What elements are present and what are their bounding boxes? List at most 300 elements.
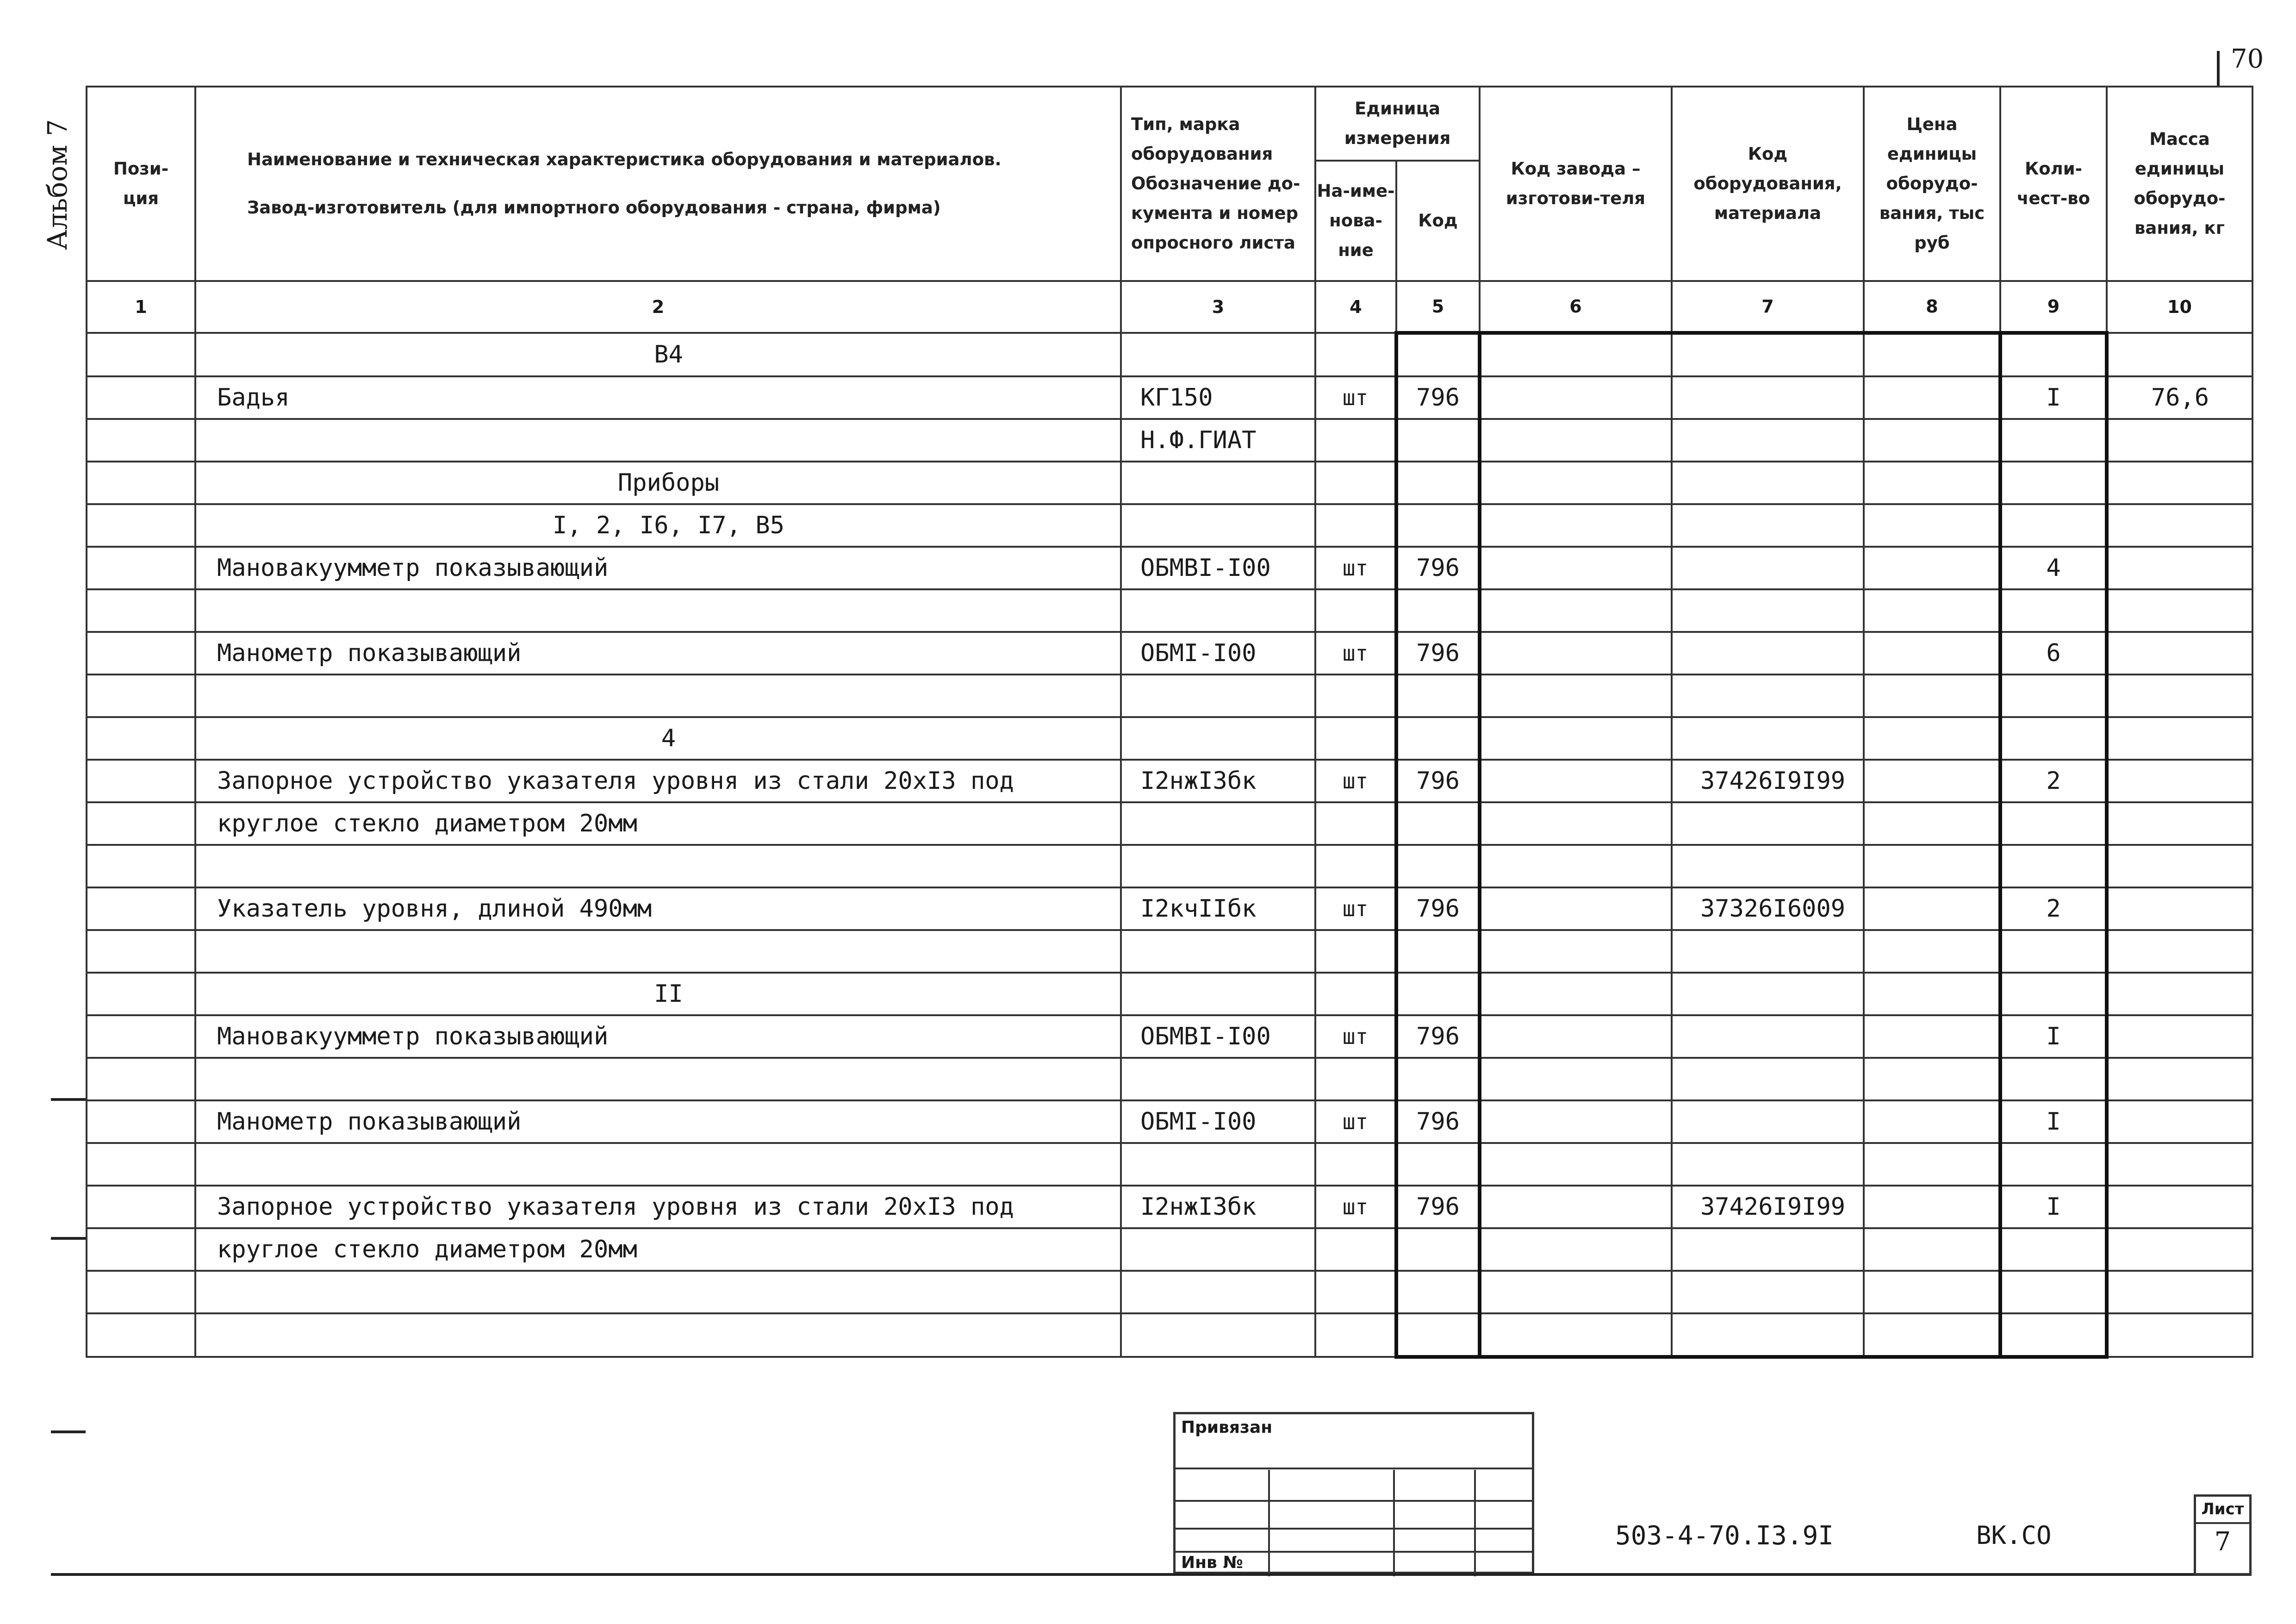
- cell-c8: [1864, 675, 2000, 717]
- cell-c4: шт: [1315, 760, 1396, 802]
- cell-c10: [2107, 462, 2252, 504]
- cell-c4: [1315, 419, 1396, 462]
- cell-c5: [1396, 1313, 1480, 1357]
- cell-c7: [1672, 717, 1864, 760]
- cell-c1: [87, 419, 195, 462]
- cell-c5: [1396, 802, 1480, 845]
- cell-c9: I: [2000, 1015, 2107, 1058]
- cell-c1: [87, 547, 195, 589]
- cell-c2: [195, 1143, 1121, 1186]
- header-mass: Масса единицы оборудо-вания, кг: [2107, 87, 2252, 281]
- cell-c2: II: [195, 973, 1121, 1015]
- margin-tick: [51, 1237, 86, 1240]
- cell-c1: [87, 1271, 195, 1313]
- cell-c3: [1121, 802, 1315, 845]
- cell-c7: [1672, 589, 1864, 632]
- cell-c7: [1672, 462, 1864, 504]
- cell-c9: [2000, 1058, 2107, 1100]
- cell-c9: 4: [2000, 547, 2107, 589]
- cell-c7: [1672, 504, 1864, 547]
- cell-c4: шт: [1315, 376, 1396, 419]
- cell-c5: [1396, 504, 1480, 547]
- cell-c8: [1864, 1186, 2000, 1228]
- cell-c10: [2107, 504, 2252, 547]
- cell-c3: [1121, 1271, 1315, 1313]
- cell-c6: [1480, 1143, 1672, 1186]
- cell-c6: [1480, 1100, 1672, 1143]
- cell-c6: [1480, 930, 1672, 973]
- cell-c5: [1396, 973, 1480, 1015]
- table-row: [87, 376, 2252, 419]
- cell-c4: [1315, 930, 1396, 973]
- cell-c1: [87, 1100, 195, 1143]
- cell-c4: [1315, 1143, 1396, 1186]
- cell-c5: 796: [1396, 632, 1480, 675]
- cell-c10: 76,6: [2107, 376, 2252, 419]
- cell-c2: [195, 1058, 1121, 1100]
- table-header: [87, 87, 2252, 281]
- cell-c2: Указатель уровня, длиной 490мм: [195, 887, 1121, 930]
- cell-c9: [2000, 930, 2107, 973]
- cell-c9: I: [2000, 1186, 2107, 1228]
- table-row: [87, 1143, 2252, 1186]
- cell-c4: [1315, 845, 1396, 887]
- cell-c2: [195, 419, 1121, 462]
- cell-c3: Н.Ф.ГИАТ: [1121, 419, 1315, 462]
- cell-c8: [1864, 632, 2000, 675]
- cell-c5: 796: [1396, 1100, 1480, 1143]
- cell-c5: [1396, 1058, 1480, 1100]
- cell-c4: [1315, 333, 1396, 376]
- header-unit-code: Код: [1396, 161, 1480, 281]
- cell-c4: шт: [1315, 1186, 1396, 1228]
- cell-c8: [1864, 376, 2000, 419]
- cell-c7: [1672, 333, 1864, 376]
- cell-c6: [1480, 547, 1672, 589]
- cell-c4: [1315, 504, 1396, 547]
- table-row: [87, 1100, 2252, 1143]
- cell-c5: 796: [1396, 887, 1480, 930]
- cell-c3: [1121, 845, 1315, 887]
- cell-c2: [195, 675, 1121, 717]
- cell-c1: [87, 930, 195, 973]
- cell-c6: [1480, 1228, 1672, 1271]
- cell-c10: [2107, 1143, 2252, 1186]
- cell-c9: [2000, 845, 2107, 887]
- column-number: 10: [2107, 281, 2252, 333]
- cell-c10: [2107, 1186, 2252, 1228]
- cell-c5: [1396, 589, 1480, 632]
- column-number: 1: [87, 281, 195, 333]
- cell-c5: [1396, 462, 1480, 504]
- cell-c9: [2000, 717, 2107, 760]
- cell-c3: [1121, 1313, 1315, 1357]
- cell-c9: [2000, 1271, 2107, 1313]
- cell-c1: [87, 1186, 195, 1228]
- cell-c3: [1121, 930, 1315, 973]
- cell-c3: ОБМВI-I00: [1121, 1015, 1315, 1058]
- header-position: Пози- ция: [87, 87, 195, 281]
- cell-c9: [2000, 802, 2107, 845]
- cell-c8: [1864, 1228, 2000, 1271]
- table-row: [87, 1271, 2252, 1313]
- cell-c8: [1864, 1313, 2000, 1357]
- table-row: [87, 1313, 2252, 1357]
- cell-c9: [2000, 419, 2107, 462]
- cell-c7: [1672, 930, 1864, 973]
- cell-c10: [2107, 333, 2252, 376]
- cell-c2: I, 2, I6, I7, В5: [195, 504, 1121, 547]
- cell-c10: [2107, 717, 2252, 760]
- cell-c3: [1121, 973, 1315, 1015]
- cell-c10: [2107, 930, 2252, 973]
- cell-c4: шт: [1315, 1100, 1396, 1143]
- cell-c1: [87, 333, 195, 376]
- cell-c7: [1672, 845, 1864, 887]
- cell-c9: I: [2000, 376, 2107, 419]
- cell-c1: [87, 1058, 195, 1100]
- cell-c2: круглое стекло диаметром 20мм: [195, 802, 1121, 845]
- cell-c10: [2107, 887, 2252, 930]
- cell-c9: I: [2000, 1100, 2107, 1143]
- cell-c10: [2107, 1100, 2252, 1143]
- cell-c3: КГ150: [1121, 376, 1315, 419]
- cell-c8: [1864, 333, 2000, 376]
- cell-c4: шт: [1315, 547, 1396, 589]
- table-row: [87, 760, 2252, 802]
- cell-c1: [87, 589, 195, 632]
- header-name: [195, 87, 1121, 281]
- cell-c2: Мановакуумметр показывающий: [195, 1015, 1121, 1058]
- cell-c3: [1121, 589, 1315, 632]
- cell-c6: [1480, 802, 1672, 845]
- cell-c1: [87, 1015, 195, 1058]
- cell-c9: [2000, 333, 2107, 376]
- cell-c6: [1480, 1271, 1672, 1313]
- table-row: [87, 930, 2252, 973]
- cell-c7: 37426I9I99: [1672, 1186, 1864, 1228]
- cell-c5: 796: [1396, 760, 1480, 802]
- cell-c4: шт: [1315, 632, 1396, 675]
- cell-c3: [1121, 1228, 1315, 1271]
- cell-c5: [1396, 1271, 1480, 1313]
- cell-c10: [2107, 845, 2252, 887]
- cell-c8: [1864, 717, 2000, 760]
- cell-c5: [1396, 419, 1480, 462]
- cell-c9: 6: [2000, 632, 2107, 675]
- cell-c8: [1864, 504, 2000, 547]
- cell-c6: [1480, 376, 1672, 419]
- header-unit-name: На-име-нова-ние: [1315, 161, 1396, 281]
- stamp-inv-label: Инв №: [1181, 1553, 1243, 1572]
- cell-c1: [87, 376, 195, 419]
- cell-c8: [1864, 462, 2000, 504]
- cell-c7: [1672, 675, 1864, 717]
- cell-c2: [195, 1271, 1121, 1313]
- header-unit-group: Единица измерения: [1315, 87, 1480, 161]
- cell-c2: Приборы: [195, 462, 1121, 504]
- cell-c7: [1672, 419, 1864, 462]
- cell-c2: Бадья: [195, 376, 1121, 419]
- cell-c6: [1480, 1015, 1672, 1058]
- cell-c10: [2107, 547, 2252, 589]
- cell-c3: I2нжI3бк: [1121, 1186, 1315, 1228]
- cell-c5: [1396, 930, 1480, 973]
- cell-c7: [1672, 1271, 1864, 1313]
- cell-c7: [1672, 1143, 1864, 1186]
- cell-c6: [1480, 887, 1672, 930]
- cell-c1: [87, 632, 195, 675]
- cell-c7: [1672, 1228, 1864, 1271]
- cell-c8: [1864, 930, 2000, 973]
- cell-c8: [1864, 589, 2000, 632]
- cell-c8: [1864, 1015, 2000, 1058]
- table-row: [87, 547, 2252, 589]
- cell-c4: [1315, 1228, 1396, 1271]
- cell-c1: [87, 845, 195, 887]
- cell-c3: [1121, 504, 1315, 547]
- cell-c2: [195, 845, 1121, 887]
- cell-c1: [87, 1313, 195, 1357]
- cell-c7: [1672, 1313, 1864, 1357]
- cell-c3: [1121, 333, 1315, 376]
- cell-c3: ОБМI-I00: [1121, 632, 1315, 675]
- cell-c5: 796: [1396, 1186, 1480, 1228]
- cell-c6: [1480, 419, 1672, 462]
- cell-c5: [1396, 1228, 1480, 1271]
- margin-tick: [51, 1098, 86, 1101]
- cell-c6: [1480, 589, 1672, 632]
- cell-c8: [1864, 760, 2000, 802]
- table-row: [87, 1186, 2252, 1228]
- cell-c3: [1121, 462, 1315, 504]
- cell-c3: I2нжI3бк: [1121, 760, 1315, 802]
- header-name-line1: Наименование и техническая характеристика оборудования и материалов.: [247, 150, 1002, 169]
- sheet-number: 7: [2214, 1527, 2231, 1557]
- cell-c3: [1121, 1058, 1315, 1100]
- table-row: [87, 419, 2252, 462]
- cell-c6: [1480, 845, 1672, 887]
- column-number: 9: [2000, 281, 2107, 333]
- column-number: 4: [1315, 281, 1396, 333]
- sheet-label: Лист: [2196, 1497, 2249, 1524]
- column-number: 7: [1672, 281, 1864, 333]
- cell-c9: [2000, 589, 2107, 632]
- cell-c4: [1315, 802, 1396, 845]
- table-row: [87, 1058, 2252, 1100]
- header-name-line2: Завод-изготовитель (для импортного оборудования - страна, фирма): [247, 198, 941, 218]
- cell-c2: Манометр показывающий: [195, 632, 1121, 675]
- cell-c5: [1396, 1143, 1480, 1186]
- margin-tick: [51, 1430, 86, 1433]
- cell-c2: 4: [195, 717, 1121, 760]
- cell-c1: [87, 887, 195, 930]
- cell-c10: [2107, 1271, 2252, 1313]
- cell-c7: 37326I6009: [1672, 887, 1864, 930]
- table-row: [87, 1015, 2252, 1058]
- header-quantity: Коли-чест-во: [2000, 87, 2107, 281]
- cell-c8: [1864, 1058, 2000, 1100]
- cell-c10: [2107, 802, 2252, 845]
- cell-c7: [1672, 632, 1864, 675]
- cell-c6: [1480, 973, 1672, 1015]
- cell-c7: 37426I9I99: [1672, 760, 1864, 802]
- cell-c1: [87, 1143, 195, 1186]
- column-number: 2: [195, 281, 1121, 333]
- cell-c10: [2107, 419, 2252, 462]
- table-row: [87, 973, 2252, 1015]
- cell-c9: [2000, 675, 2107, 717]
- column-number: 8: [1864, 281, 2000, 333]
- table-row: [87, 333, 2252, 376]
- cell-c10: [2107, 632, 2252, 675]
- cell-c2: Манометр показывающий: [195, 1100, 1121, 1143]
- header-type: Тип, марка оборудования Обозначение до-кумента и номер опросного листа: [1121, 87, 1315, 281]
- cell-c4: [1315, 1313, 1396, 1357]
- cell-c10: [2107, 973, 2252, 1015]
- bottom-border: [51, 1573, 2252, 1576]
- cell-c7: [1672, 547, 1864, 589]
- table-row: [87, 462, 2252, 504]
- cell-c9: [2000, 1228, 2107, 1271]
- cell-c5: [1396, 845, 1480, 887]
- cell-c2: круглое стекло диаметром 20мм: [195, 1228, 1121, 1271]
- cell-c8: [1864, 887, 2000, 930]
- cell-c8: [1864, 845, 2000, 887]
- cell-c6: [1480, 760, 1672, 802]
- cell-c6: [1480, 1313, 1672, 1357]
- cell-c3: I2кчIIбк: [1121, 887, 1315, 930]
- cell-c7: [1672, 1058, 1864, 1100]
- cell-c6: [1480, 1186, 1672, 1228]
- column-number: 6: [1480, 281, 1672, 333]
- cell-c9: [2000, 973, 2107, 1015]
- cell-c10: [2107, 760, 2252, 802]
- cell-c10: [2107, 1015, 2252, 1058]
- cell-c8: [1864, 1271, 2000, 1313]
- cell-c7: [1672, 1015, 1864, 1058]
- table-row: [87, 632, 2252, 675]
- cell-c5: 796: [1396, 376, 1480, 419]
- table-body: [87, 281, 2252, 1357]
- cell-c8: [1864, 1100, 2000, 1143]
- cell-c2: [195, 930, 1121, 973]
- cell-c2: [195, 589, 1121, 632]
- cell-c2: Мановакуумметр показывающий: [195, 547, 1121, 589]
- table-row: [87, 717, 2252, 760]
- table-row: [87, 589, 2252, 632]
- cell-c5: [1396, 717, 1480, 760]
- cell-c1: [87, 802, 195, 845]
- table-row: [87, 504, 2252, 547]
- cell-c3: [1121, 717, 1315, 760]
- cell-c3: ОБМI-I00: [1121, 1100, 1315, 1143]
- cell-c1: [87, 1228, 195, 1271]
- specification-table: [86, 86, 2253, 1359]
- cell-c10: [2107, 1228, 2252, 1271]
- column-number: 3: [1121, 281, 1315, 333]
- cell-c9: [2000, 1313, 2107, 1357]
- stamp-label: Привязан: [1181, 1418, 1273, 1437]
- cell-c9: 2: [2000, 760, 2107, 802]
- cell-c1: [87, 462, 195, 504]
- cell-c6: [1480, 717, 1672, 760]
- cell-c9: [2000, 1143, 2107, 1186]
- header-price: Цена единицы оборудо-вания, тыс руб: [1864, 87, 2000, 281]
- cell-c6: [1480, 675, 1672, 717]
- table-row: [87, 675, 2252, 717]
- cell-c3: [1121, 675, 1315, 717]
- cell-c6: [1480, 462, 1672, 504]
- cell-c6: [1480, 1058, 1672, 1100]
- page-number: 70: [2231, 44, 2264, 74]
- cell-c8: [1864, 419, 2000, 462]
- header-factory-code: Код завода – изготови-теля: [1480, 87, 1672, 281]
- document-section: ВК.СО: [1976, 1521, 2052, 1550]
- cell-c1: [87, 760, 195, 802]
- cell-c10: [2107, 589, 2252, 632]
- cell-c7: [1672, 802, 1864, 845]
- cell-c7: [1672, 973, 1864, 1015]
- cell-c1: [87, 504, 195, 547]
- cell-c7: [1672, 376, 1864, 419]
- page-number-bar: [2217, 51, 2220, 87]
- sheet-box: [2194, 1494, 2252, 1575]
- cell-c2: В4: [195, 333, 1121, 376]
- cell-c6: [1480, 333, 1672, 376]
- cell-c4: [1315, 462, 1396, 504]
- cell-c3: [1121, 1143, 1315, 1186]
- cell-c10: [2107, 675, 2252, 717]
- cell-c4: [1315, 1058, 1396, 1100]
- table-row: [87, 1228, 2252, 1271]
- cell-c8: [1864, 802, 2000, 845]
- cell-c5: [1396, 333, 1480, 376]
- cell-c10: [2107, 1058, 2252, 1100]
- column-number: 5: [1396, 281, 1480, 333]
- cell-c2: [195, 1313, 1121, 1357]
- cell-c2: Запорное устройство указателя уровня из стали 20хI3 под: [195, 1186, 1121, 1228]
- cell-c6: [1480, 504, 1672, 547]
- cell-c1: [87, 717, 195, 760]
- cell-c6: [1480, 632, 1672, 675]
- cell-c4: шт: [1315, 1015, 1396, 1058]
- cell-c5: 796: [1396, 1015, 1480, 1058]
- cell-c9: [2000, 504, 2107, 547]
- cell-c8: [1864, 973, 2000, 1015]
- cell-c8: [1864, 547, 2000, 589]
- cell-c5: 796: [1396, 547, 1480, 589]
- table-row: [87, 887, 2252, 930]
- cell-c4: [1315, 675, 1396, 717]
- cell-c1: [87, 675, 195, 717]
- cell-c10: [2107, 1313, 2252, 1357]
- cell-c4: [1315, 717, 1396, 760]
- cell-c9: [2000, 462, 2107, 504]
- column-number-row: [87, 281, 2252, 333]
- table-row: [87, 802, 2252, 845]
- cell-c3: ОБМВI-I00: [1121, 547, 1315, 589]
- cell-c9: 2: [2000, 887, 2107, 930]
- cell-c7: [1672, 1100, 1864, 1143]
- cell-c1: [87, 973, 195, 1015]
- cell-c8: [1864, 1143, 2000, 1186]
- document-code: 503-4-70.I3.9I: [1615, 1521, 1834, 1551]
- binding-stamp: [1173, 1412, 1534, 1574]
- cell-c5: [1396, 675, 1480, 717]
- cell-c4: [1315, 1271, 1396, 1313]
- album-label: Альбом 7: [42, 119, 73, 250]
